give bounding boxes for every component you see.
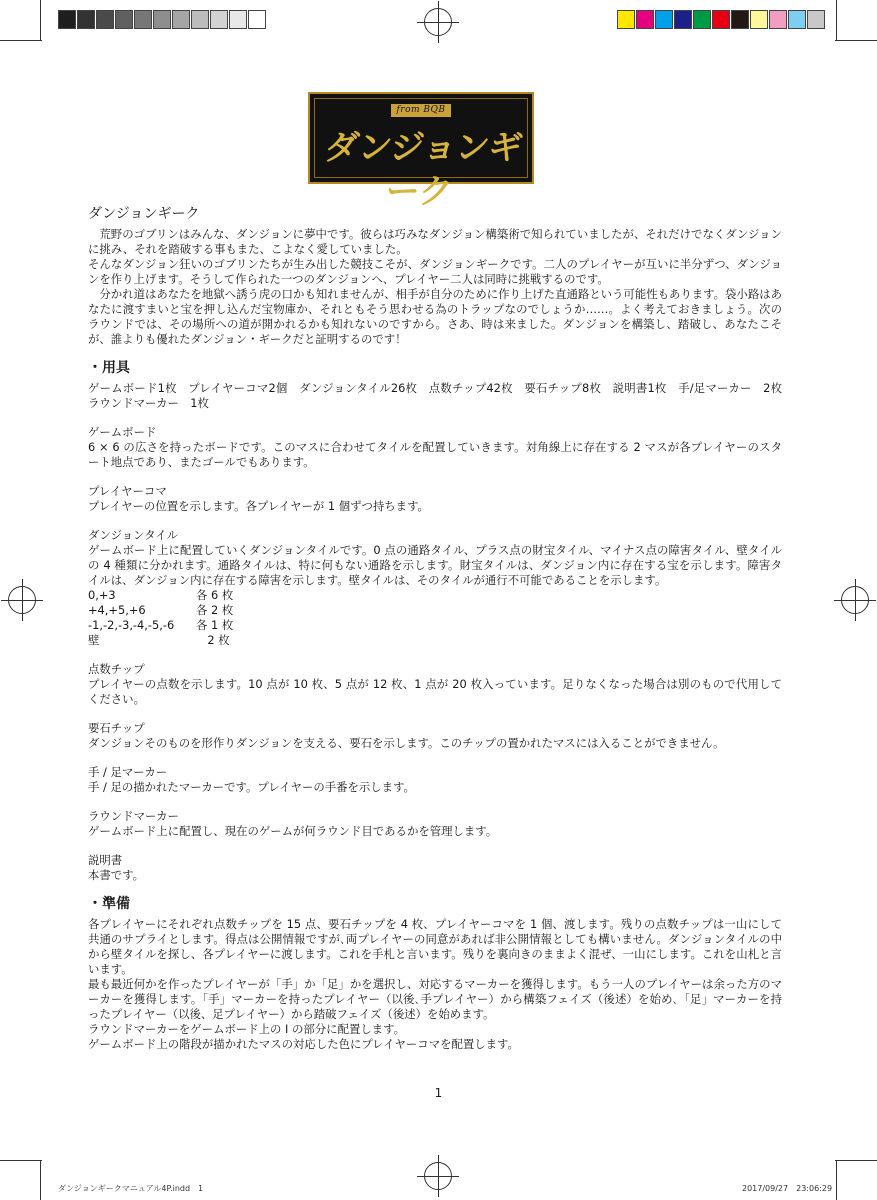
section-heading-equipment: ・用具 [88,360,130,376]
crop-mark [0,40,42,41]
crop-mark [836,0,837,40]
item-text-manual: 本書です。 [88,868,145,882]
tile-values: -1,-2,-3,-4,-5,-6 [88,618,175,632]
item-heading-round: ラウンドマーカー [88,809,179,823]
color-swatch [750,10,768,29]
tile-count-row [88,588,782,603]
item-heading-piece: プレイヤーコマ [88,484,167,498]
tile-count-row [88,633,782,648]
tile-count-row [88,618,782,633]
color-swatch [153,10,171,29]
prep-paragraph: ラウンドマーカーをゲームボード上の I の部分に配置します。 [88,1022,406,1036]
tile-count: 各 6 枚 [196,588,234,602]
tile-count-row [88,603,782,618]
color-swatch [674,10,692,29]
intro-paragraph: そんなダンジョン狂いのゴブリンたちが生み出した競技こそが、ダンジョンギークです。二人のプレイヤーが互いに半分ずつ、ダンジョンを作り上げます。そうして作られた一つのダンジョンへ、プレイヤー二人は同時に挑戦するのです。 [88,257,782,286]
item-heading-manual: 説明書 [88,853,123,867]
tile-count: 各 2 枚 [196,603,234,617]
item-heading-tile: ダンジョンタイル [88,528,179,542]
item-heading-board: ゲームボード [88,425,157,439]
color-swatch [191,10,209,29]
crop-mark [835,1160,877,1161]
item-text-keystone: ダンジョンそのものを形作りダンジョンを支える、要石を示します。このチップの置かれたマスには入ることができません。 [88,736,725,750]
item-heading-chip: 点数チップ [88,662,145,676]
crop-mark [0,1160,42,1161]
item-text-round: ゲームボード上に配置し、現在のゲームが何ラウンド目であるかを管理します。 [88,824,498,838]
prep-paragraph: 最も最近何かを作ったプレイヤーが「手」か「足」かを選択し、対応するマーカーを獲得します。もう一人のプレイヤーは余った方のマーカーを獲得します。「手」マーカーを持ったプレイヤー（以後､手プレイヤー）から構築フェイズ（後述）を始め､「足」マーカーを持ったプレイヤー（以後、足プレイヤー）から踏破フェイズ（後述）を始めます。 [88,977,782,1021]
footer-filename: ダンジョンギークマニュアル4P.indd 1 [58,1184,204,1193]
game-logo [308,92,534,212]
color-swatch [693,10,711,29]
color-swatch [712,10,730,29]
color-swatch [134,10,152,29]
logo-title: ダンジョンギーク [322,128,524,212]
equipment-list: ゲームボード1枚 プレイヤーコマ2個 ダンジョンタイル26枚 点数チップ42枚 要石チップ8枚 説明書1枚 手/足マーカー 2枚 ラウンドマーカー 1枚 [88,381,794,410]
crop-mark [40,1160,41,1200]
item-text-tile: ゲームボード上に配置していくダンジョンタイルです。0 点の通路タイル、プラス点の財宝タイル、マイナス点の障害タイル、壁タイルの 4 種類に分かれます。通路タイルは、特に何もない通路を示します。財宝タイルは、ダンジョン内に存在する宝を示します。障害タイルは、ダンジョン内に存在する障害を示します。壁タイルは、そのタイルが通行不可能であることを示します。 [88,543,782,587]
color-swatch [58,10,76,29]
item-heading-keystone: 要石チップ [88,721,145,735]
tile-count: 各 1 枚 [196,618,234,632]
color-swatch [731,10,749,29]
color-swatch [115,10,133,29]
crop-mark [835,40,877,41]
footer-timestamp: 2017/09/27 23:06:29 [742,1184,833,1193]
color-swatch [788,10,806,29]
registration-mark [424,1162,452,1190]
tile-count-table [88,588,782,648]
item-text-chip: プレイヤーの点数を示します。10 点が 10 枚、5 点が 12 枚、1 点が 20 枚入っています。足りなくなった場合は別のもので代用してください。 [88,677,782,706]
intro-paragraph: 分かれ道はあなたを地獄へ誘う虎の口かも知れませんが、相手が自分のために作り上げた直通路という可能性もあります。袋小路はあなたに渡すまいと宝を押し込んだ宝物庫か、それともそう思わせる為のトラップなのでしょうか……。よく考えておきましょう。次のラウンドでは、その場所への道が開かれるかも知れないのですから。さあ、時は来ました。ダンジョンを構築し、踏破し、あなたこそが、誰よりも優れたダンジョン・ギークだと証明するのです！ [88,287,782,346]
gray-swatch-strip [58,10,267,29]
color-swatch [96,10,114,29]
color-swatch [77,10,95,29]
registration-mark [841,586,869,614]
color-swatch [229,10,247,29]
color-swatch-strip [617,10,826,29]
registration-mark [8,586,36,614]
item-text-piece: プレイヤーの位置を示します。各プレイヤーが 1 個ずつ持ちます。 [88,499,429,513]
crop-mark [836,1160,837,1200]
item-heading-handfoot: 手 / 足マーカー [88,765,168,779]
color-swatch [769,10,787,29]
item-text-board: 6 × 6 の広さを持ったボードです。このマスに合わせてタイルを配置していきます。対角線上に存在する 2 マスが各プレイヤーのスタート地点であり、またゴールでもあります。 [88,440,782,469]
color-swatch [617,10,635,29]
item-text-handfoot: 手 / 足の描かれたマーカーです。プレイヤーの手番を示します。 [88,780,415,794]
tile-values: 0,+3 [88,588,116,602]
prep-paragraph: ゲームボード上の階段が描かれたマスの対応した色にプレイヤーコマを配置します。 [88,1037,519,1051]
logo-publisher-tag: from BQB [391,104,451,117]
prep-paragraph: 各プレイヤーにそれぞれ点数チップを 15 点、要石チップを 4 枚、プレイヤーコマを 1 個、渡します。残りの点数チップは一山にして共通のサプライとします。得点は公開情報ですが､両プレイヤーの同意があれば非公開情報としても構いません。ダンジョンタイルの中から壁タイルを探し、各プレイヤーに渡します。これを手札と言います。残りを裏向きのままよく混ぜ、一山にします。これを山札と言います。 [88,917,782,976]
manual-body [88,205,794,1052]
color-swatch [210,10,228,29]
color-swatch [655,10,673,29]
intro-paragraph: 荒野のゴブリンはみんな、ダンジョンに夢中です。彼らは巧みなダンジョン構築術で知られていましたが、それだけでなくダンジョンに挑み、それを踏破する事もまた、こよなく愛していました。 [88,227,782,256]
registration-mark [424,8,452,36]
color-swatch [248,10,266,29]
tile-values: +4,+5,+6 [88,603,146,617]
color-swatch [636,10,654,29]
tile-count: 2 枚 [196,633,230,647]
tile-values: 壁 [88,633,100,647]
crop-mark [40,0,41,40]
section-heading-preparation: ・準備 [88,896,130,912]
page-number: 1 [434,1086,443,1100]
document-title: ダンジョンギーク [88,206,200,222]
color-swatch [172,10,190,29]
color-swatch [807,10,825,29]
